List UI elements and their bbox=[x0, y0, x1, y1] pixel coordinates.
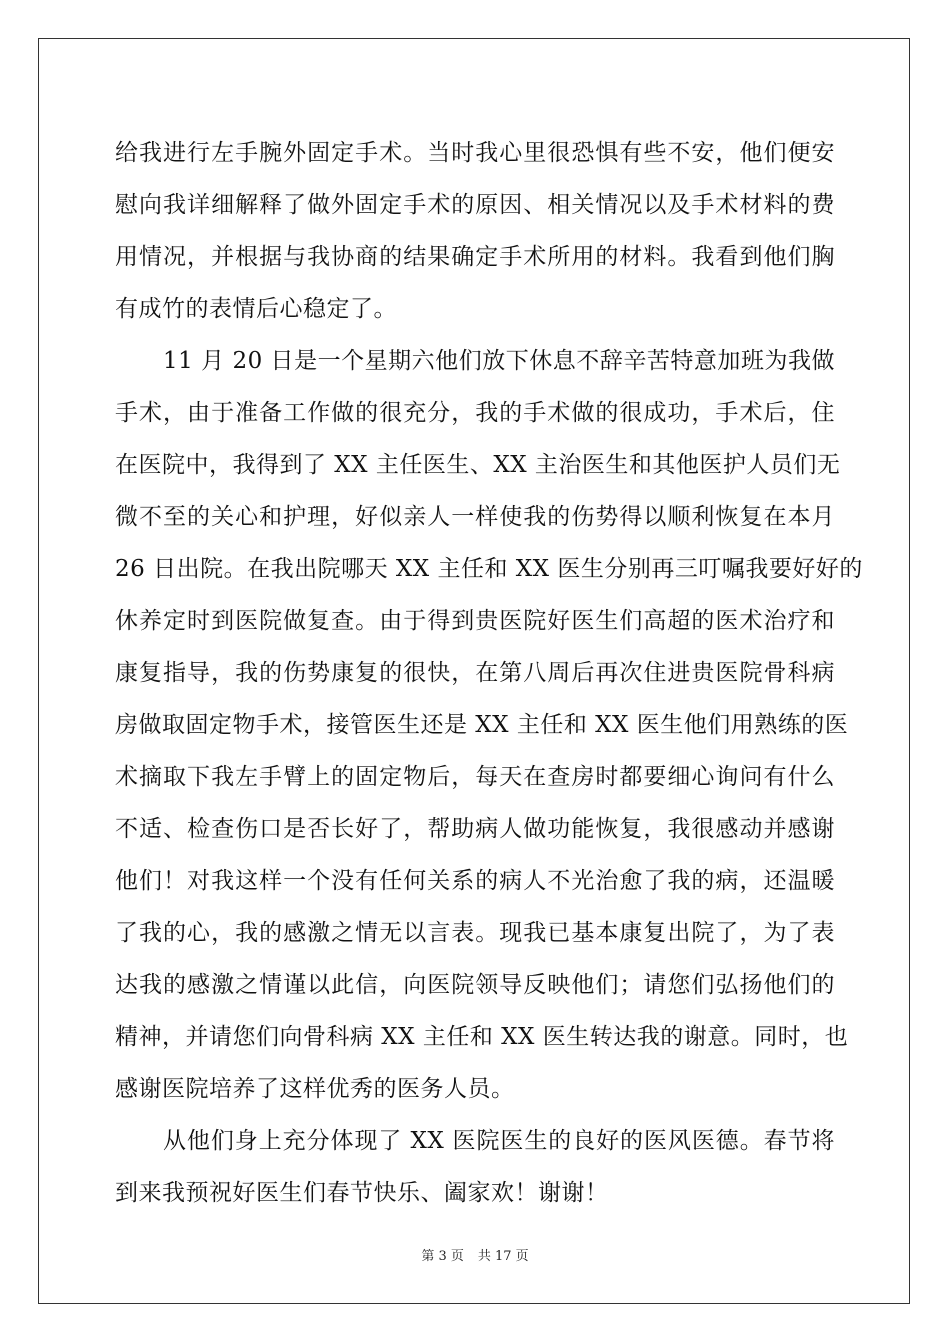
text-line: 手术，由于准备工作做的很充分，我的手术做的很成功，手术后，住 bbox=[115, 400, 835, 426]
text-line: 有成竹的表情后心稳定了。 bbox=[115, 296, 397, 322]
text-line: 休养定时到医院做复查。由于得到贵医院好医生们高超的医术治疗和 bbox=[115, 608, 835, 634]
text-line: 不适、检查伤口是否长好了，帮助病人做功能恢复，我很感动并感谢 bbox=[115, 816, 835, 842]
text-line: 微不至的关心和护理，好似亲人一样使我的伤势得以顺利恢复在本月 bbox=[115, 504, 835, 530]
text-line: 慰向我详细解释了做外固定手术的原因、相关情况以及手术材料的费 bbox=[115, 192, 835, 218]
page-number: 第 3 页 bbox=[421, 1249, 464, 1264]
text-line: 房做取固定物手术，接管医生还是 XX 主任和 XX 医生他们用熟练的医 bbox=[115, 712, 849, 738]
text-line: 26 日出院。在我出院哪天 XX 主任和 XX 医生分别再三叮嘱我要好好的 bbox=[115, 556, 863, 582]
text-line: 给我进行左手腕外固定手术。当时我心里很恐惧有些不安，他们便安 bbox=[115, 140, 835, 166]
text-line: 达我的感激之情谨以此信，向医院领导反映他们；请您们弘扬他们的 bbox=[115, 972, 835, 998]
text-line: 感谢医院培养了这样优秀的医务人员。 bbox=[115, 1076, 515, 1102]
text-line: 在医院中，我得到了 XX 主任医生、XX 主治医生和其他医护人员们无 bbox=[115, 452, 841, 478]
text-line: 从他们身上充分体现了 XX 医院医生的良好的医风医德。春节将 bbox=[163, 1128, 835, 1154]
text-line: 术摘取下我左手臂上的固定物后，每天在查房时都要细心询问有什么 bbox=[115, 764, 835, 790]
page-total: 共 17 页 bbox=[477, 1249, 529, 1264]
text-line: 了我的心，我的感激之情无以言表。现我已基本康复出院了，为了表 bbox=[115, 920, 835, 946]
text-line: 精神，并请您们向骨科病 XX 主任和 XX 医生转达我的谢意。同时，也 bbox=[115, 1024, 849, 1050]
text-line: 到来我预祝好医生们春节快乐、阖家欢！谢谢！ bbox=[115, 1180, 609, 1206]
text-line: 他们！对我这样一个没有任何关系的病人不光治愈了我的病，还温暖 bbox=[115, 868, 835, 894]
text-line: 康复指导，我的伤势康复的很快，在第八周后再次住进贵医院骨科病 bbox=[115, 660, 835, 686]
page-footer bbox=[0, 1248, 950, 1266]
text-line: 用情况，并根据与我协商的结果确定手术所用的材料。我看到他们胸 bbox=[115, 244, 835, 270]
text-line: 11 月 20 日是一个星期六他们放下休息不辞辛苦特意加班为我做 bbox=[163, 348, 835, 374]
